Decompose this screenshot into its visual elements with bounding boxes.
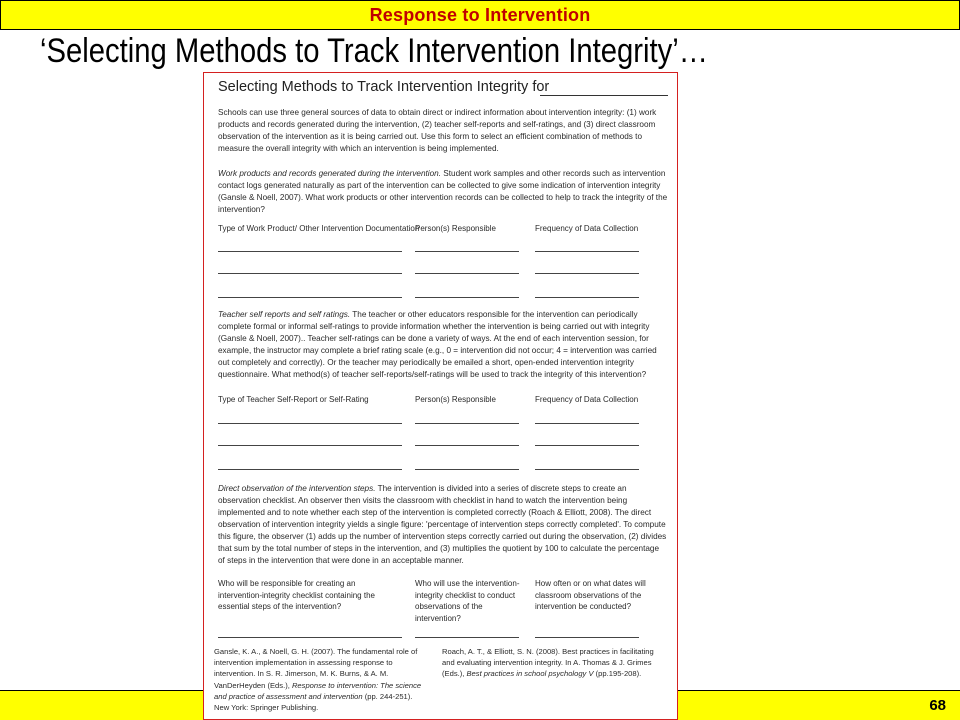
section-body: The teacher or other educators responsible for the intervention can periodically complete formal or informal self-ratings to provide information whether the intervention is being carried out with integrity (Gansle & Noell, 2007).. Teacher self-ratings can be done a variety of ways. At the end of each intervention session, for example, the instructor may complete a brief rating scale (e.g., 0 = intervention did not occur; 4 = intervention was carried out completely and correctly). Or the teacher may periodically be emailed a short, open-ended intervention integrity questionnaire. What method(s) of teacher self-reports/self-ratings will be used to track the integrity of this intervention?	[218, 310, 657, 379]
section-heading: Direct observation of the intervention steps.	[218, 484, 376, 493]
document-image	[203, 72, 678, 720]
slide-title: ‘Selecting Methods to Track Intervention Integrity’…	[40, 32, 708, 70]
section-body: Student work samples and other records such as intervention contact logs generated naturally as part of the intervention can be collected to give some indication of intervention integrity (Gansle & Noell, 2007). What work products or other intervention records can be collected to help to track the integrity of the intervention?	[218, 169, 668, 214]
column-header: Person(s) Responsible	[415, 395, 496, 404]
blank-line	[218, 445, 402, 446]
blank-line	[535, 297, 639, 298]
blank-line	[415, 445, 519, 446]
header-banner	[0, 0, 960, 30]
column-header: Frequency of Data Collection	[535, 395, 639, 404]
blank-line	[218, 297, 402, 298]
blank-line	[415, 297, 519, 298]
reference-gansle	[214, 646, 429, 713]
section-body: The intervention is divided into a series of discrete steps to create an observation checklist. An observer then visits the classroom with checklist in hand to watch the intervention being implemented and to note whether each step of the intervention is completed correctly (Roach & Elliott, 2008). The direct observation of intervention integrity yields a single figure: 'percentage of intervention steps correctly completed'. To compute this figure, the observer (1) adds up the number of intervention steps correctly carried out during the observation, (2) divides that sum by the total number of steps in the intervention, and (3) multiplies the quotient by 100 to calculate the percentage of steps in the intervention that were done in an acceptable manner.	[218, 484, 667, 565]
section-work-products	[218, 168, 668, 216]
reference-text: (pp. 244-251). New York: Springer Publishing.	[214, 691, 413, 713]
blank-line	[415, 637, 519, 638]
blank-line	[415, 273, 519, 274]
blank-line	[415, 423, 519, 424]
document-title: Selecting Methods to Track Intervention Integrity for	[218, 79, 550, 95]
blank-line	[218, 469, 402, 470]
header-banner-text: Response to Intervention	[369, 5, 591, 25]
observation-question: How often or on what dates will classroom observations of the intervention be conducted?	[535, 579, 646, 611]
blank-line	[535, 251, 639, 252]
blank-line	[535, 469, 639, 470]
blank-line	[535, 445, 639, 446]
column-header: Type of Work Product/ Other Intervention Documentation	[218, 224, 420, 233]
reference-text: Gansle, K. A., & Noell, G. H. (2007). The fundamental role of intervention implementation in assessing response to intervention. In S. R. Jimerson, M. K. Burns, & A. M. VanDerHeyden (Eds.),	[214, 647, 418, 690]
reference-book-title: Best practices in school psychology V	[466, 669, 594, 679]
page-number: 68	[929, 697, 946, 714]
column-header: Frequency of Data Collection	[535, 224, 639, 233]
blank-line	[218, 273, 402, 274]
observation-question: Who will use the intervention-integrity checklist to conduct observations of the intervention?	[415, 579, 520, 623]
reference-book-title: Response to intervention: The science and practice of assessment and intervention	[214, 680, 422, 701]
blank-line	[535, 423, 639, 424]
section-teacher-self-reports	[218, 309, 668, 381]
title-blank-line	[540, 95, 668, 96]
blank-line	[218, 637, 402, 638]
blank-line	[535, 637, 639, 638]
reference-text: (pp.195-208).	[593, 669, 642, 679]
column-header: Person(s) Responsible	[415, 224, 496, 233]
section-heading: Work products and records generated during the intervention.	[218, 169, 442, 178]
blank-line	[218, 423, 402, 424]
blank-line	[535, 273, 639, 274]
reference-roach	[442, 646, 667, 680]
section-direct-observation	[218, 483, 668, 567]
blank-line	[415, 469, 519, 470]
observation-question: Who will be responsible for creating an intervention-integrity checklist containing the essential steps of the intervention?	[218, 579, 375, 611]
column-header: Type of Teacher Self-Report or Self-Rating	[218, 395, 369, 404]
intro-paragraph: Schools can use three general sources of data to obtain direct or indirect information about intervention integrity: (1) work products and records generated during the intervention, (2) teacher self-reports and self-ratings, and (3) direct classroom observation of the intervention as it is being carried out. Use this form to select an efficient combination of methods to measure the overall integrity with which an intervention is being implemented.	[218, 108, 657, 153]
reference-text: Roach, A. T., & Elliott, S. N. (2008). Best practices in facilitating and evaluating intervention integrity. In A. Thomas & J. Grimes (Eds.),	[442, 647, 654, 679]
blank-line	[218, 251, 402, 252]
section-heading: Teacher self reports and self ratings.	[218, 310, 351, 319]
blank-line	[415, 251, 519, 252]
